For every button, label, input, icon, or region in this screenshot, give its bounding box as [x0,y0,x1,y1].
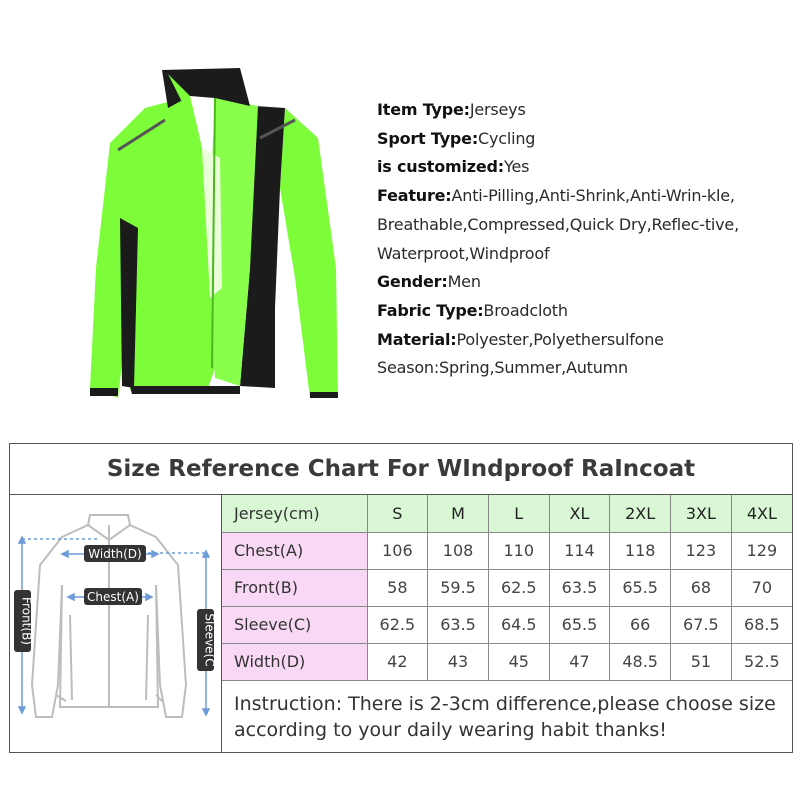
header-cell: Jersey(cm) [222,495,367,532]
header-cell: XL [549,495,610,532]
table-cell: 47 [549,643,610,680]
table-cell: 48.5 [610,643,671,680]
chest-label [84,588,142,605]
table-cell: 68 [671,569,732,606]
table-cell: 66 [610,606,671,643]
row-label: Width(D) [222,643,367,680]
table-cell: 62.5 [488,569,549,606]
size-table [222,495,792,681]
spec-gender: Gender:Men [377,272,481,292]
size-chart [9,443,793,753]
table-cell: 129 [731,532,792,569]
table-cell: 63.5 [549,569,610,606]
row-label: Chest(A) [222,532,367,569]
spec-feature-continued: Waterproot,Windproof [377,243,550,263]
table-cell: 106 [367,532,428,569]
front-label [14,590,34,652]
svg-text:Front(B): Front(B) [19,597,34,645]
table-row [222,606,792,643]
spec-item-type: Item Type:Jerseys [377,100,526,119]
row-label: Sleeve(C) [222,606,367,643]
table-cell: 63.5 [428,606,489,643]
header-cell: M [428,495,489,532]
spec-feature: Feature:Anti-Pilling,Anti-Shrink,Anti-Wrin-kle, [377,186,735,206]
header-cell: 2XL [610,495,671,532]
header-cell: S [367,495,428,532]
table-row [222,643,792,680]
table-row [222,532,792,569]
table-cell: 45 [488,643,549,680]
table-cell: 65.5 [610,569,671,606]
table-cell: 67.5 [671,606,732,643]
table-cell: 51 [671,643,732,680]
table-cell: 118 [610,532,671,569]
header-cell: 3XL [671,495,732,532]
product-specs [377,96,792,383]
table-cell: 58 [367,569,428,606]
table-cell: 65.5 [549,606,610,643]
table-cell: 108 [428,532,489,569]
spec-sport-type: Sport Type:Cycling [377,128,536,148]
table-row [222,569,792,606]
size-instruction: Instruction: There is 2-3cm difference,please choose size according to your daily wearing habit thanks! [222,680,792,752]
table-cell: 52.5 [731,643,792,680]
spec-season: Season:Spring,Summer,Autumn [377,358,628,378]
spec-fabric-type: Fabric Type:Broadcloth [377,300,568,320]
table-cell: 68.5 [731,606,792,643]
table-cell: 59.5 [428,569,489,606]
table-cell: 70 [731,569,792,606]
header-cell: L [488,495,549,532]
table-cell: 43 [428,643,489,680]
table-cell: 123 [671,532,732,569]
width-label [84,545,146,562]
table-cell: 42 [367,643,428,680]
table-cell: 110 [488,532,549,569]
chart-title: Size Reference Chart For WIndproof RaIncoat [10,444,792,495]
svg-text:Sleeve(C: Sleeve(C [202,613,217,667]
jacket-product-image [90,68,340,400]
row-label: Front(B) [222,569,367,606]
header-cell: 4XL [731,495,792,532]
table-cell: 62.5 [367,606,428,643]
size-table-header [222,495,792,532]
spec-feature-continued: Breathable,Compressed,Quick Dry,Reflec-tive, [377,214,739,234]
table-cell: 114 [549,532,610,569]
sleeve-label [197,609,217,671]
spec-material: Material:Polyester,Polyethersulfone [377,329,664,349]
svg-text:Width(D): Width(D) [88,547,142,561]
spec-customized: is customized:Yes [377,157,530,177]
svg-text:Chest(A): Chest(A) [87,590,139,604]
jacket-measurement-diagram [10,495,222,752]
table-cell: 64.5 [488,606,549,643]
